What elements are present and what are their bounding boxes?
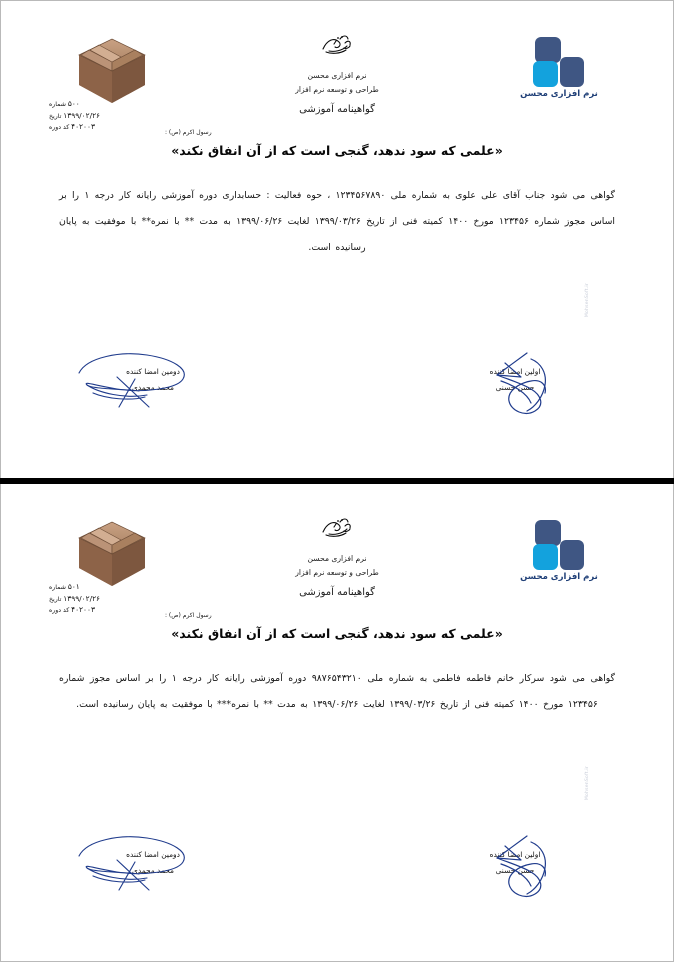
certificate-course-code-label: کد دوره [49, 124, 70, 131]
signature-first-1 [435, 349, 595, 429]
certificate-body-1: گواهی می شود جناب آقای علی علوی به شماره ملی ۱۲۳۴۵۶۷۸۹۰ ، حوه فعالیت : حسابداری دوره آموزشی رایانه کار درجه ۱ را بر اساس مجوز شماره ۱۲۳۴۵۶ مورخ ۱۴۰۰ کمیته فنی از تاریخ ۱۳۹۹/۰۳/۲۶ لغایت ۱۳۹۹/۰۶/۲۶ به مدت ** با نمره** با موفقیت به پایان رسانیده است. [59, 190, 616, 253]
signature-first-label: اولین امضا کننده [489, 367, 541, 376]
certificate-date-value: ۱۳۹۹/۰۲/۲۶ [63, 593, 101, 603]
certificate-header-1 [1, 1, 673, 131]
certificate-body-2: گواهی می شود سرکار خانم فاطمه فاطمی به شماره ملی ۹۸۷۶۵۴۳۲۱۰ دوره آموزشی رایانه کار درجه ۱ را بر اساس مجوز شماره ۱۲۳۴۵۶ مورخ ۱۴۰۰ کمیته فنی از تاریخ ۱۳۹۹/۰۳/۲۶ لغایت ۱۳۹۹/۰۶/۲۶ به مدت ** با نمره*** با موفقیت به پایان رسانیده است. [59, 673, 615, 710]
certificate-number-label: شماره [49, 101, 66, 108]
signature-second-name: محمد محمدی [132, 866, 174, 875]
mohsen-soft-logo-icon [513, 516, 605, 578]
certificate-date-value: ۱۳۹۹/۰۲/۲۶ [63, 110, 101, 120]
signature-second-1 [73, 349, 233, 429]
signature-second-label: دومین امضا کننده [126, 850, 180, 859]
certificate-number-value: ۵۰۱ [67, 582, 80, 591]
certificate-course-code-value: ۴۰۲۰۰۳ [71, 605, 95, 614]
site-watermark-1: MohsenSoft.ir [585, 283, 590, 318]
certificate-sheet-1 [0, 0, 674, 478]
signature-second-name: محمد محمدی [132, 383, 174, 392]
certificate-quote-2: «علمی که سود ندهد، گنجی است که از آن انفاق نکند» [171, 626, 503, 641]
org-name: نرم افزاری محسن [307, 71, 367, 80]
certificate-title: گواهینامه آموزشی [299, 587, 375, 598]
org-name: نرم افزاری محسن [307, 554, 367, 563]
signature-second-2 [73, 832, 233, 912]
signature-second-label: دومین امضا کننده [126, 367, 180, 376]
quote-attribution-1: رسول اکرم (ص) : [165, 129, 212, 136]
certificate-date-label: تاریخ [49, 595, 62, 603]
signature-first-label: اولین امضا کننده [489, 850, 541, 859]
certificate-course-code-label: کد دوره [49, 607, 70, 614]
signature-first-name: حسن حسنی [495, 866, 535, 875]
brand-name-label: نرم افزاری محسن [520, 572, 598, 582]
brand-name-label: نرم افزاری محسن [520, 89, 598, 99]
certificate-date-label: تاریخ [49, 112, 62, 120]
signature-first-2 [435, 832, 595, 912]
quote-attribution-2: رسول اکرم (ص) : [165, 612, 212, 619]
certificate-header-2 [1, 484, 673, 614]
certificate-course-code-value: ۴۰۲۰۰۳ [71, 122, 95, 131]
org-tagline: طراحی و توسعه نرم افزار [295, 85, 379, 94]
certificate-sheet-2 [0, 484, 674, 962]
signature-first-name: حسن حسنی [495, 383, 535, 392]
certificate-number-value: ۵۰۰ [67, 99, 80, 108]
site-watermark-2: MohsenSoft.ir [585, 766, 590, 801]
mohsen-soft-logo-icon [513, 33, 605, 95]
certificate-quote-1: «علمی که سود ندهد، گنجی است که از آن انفاق نکند» [171, 143, 503, 158]
org-tagline: طراحی و توسعه نرم افزار [295, 568, 379, 577]
certificate-number-label: شماره [49, 584, 66, 591]
certificate-title: گواهینامه آموزشی [299, 104, 375, 115]
